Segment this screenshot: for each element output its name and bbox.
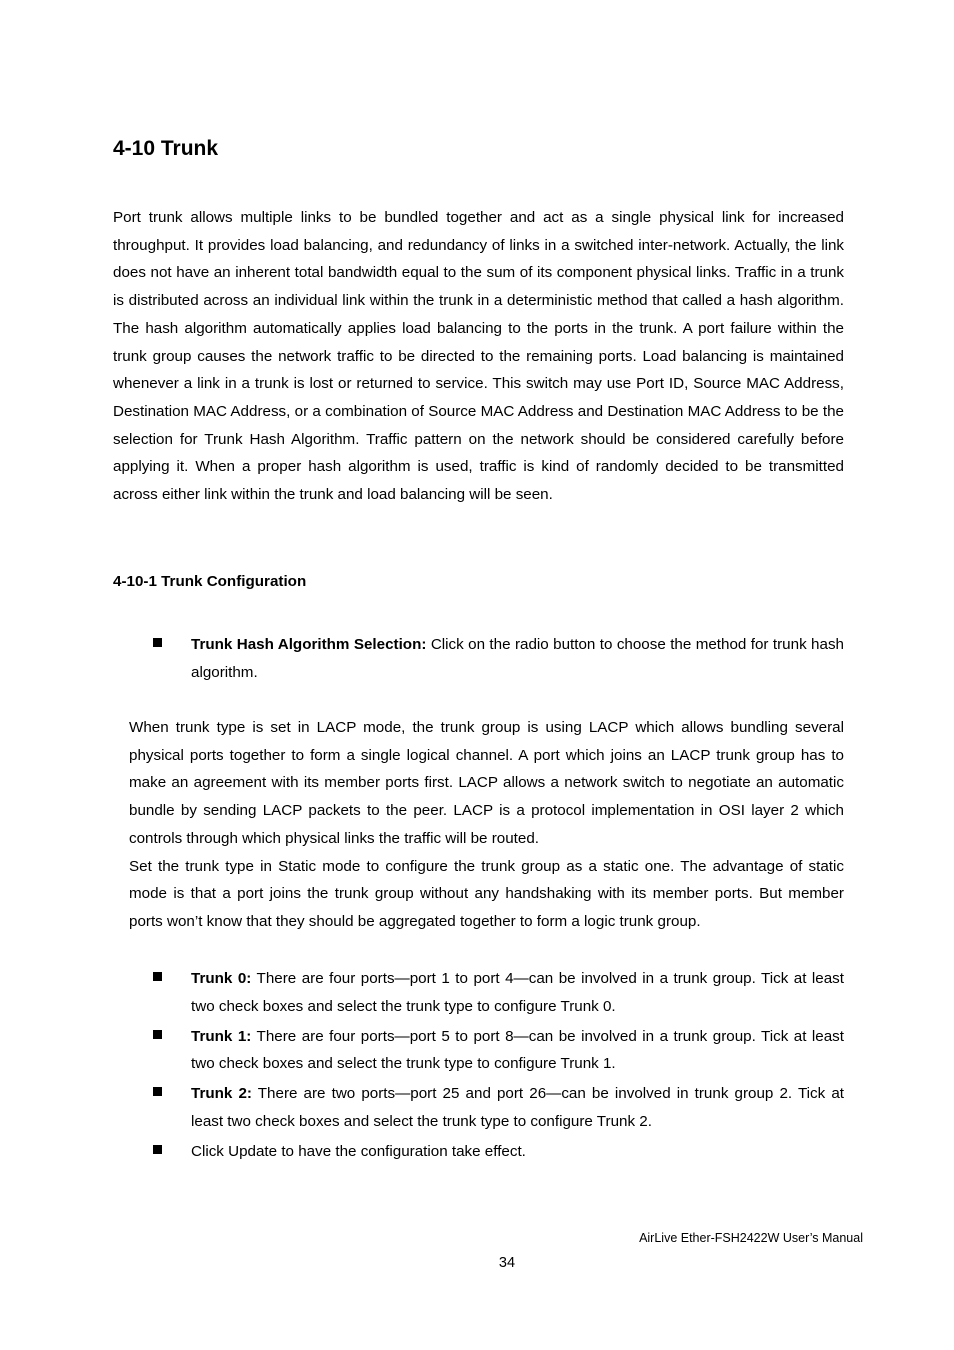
- bullet-label: Trunk 2:: [191, 1085, 252, 1103]
- bullet-square-icon: [153, 1145, 162, 1154]
- bullet-square-icon: [153, 972, 162, 981]
- subsection-title: 4-10-1 Trunk Configuration: [113, 573, 307, 590]
- list-item: [150, 1138, 844, 1166]
- trunk-bullet-list: [150, 965, 844, 1168]
- bullet-text: Click on the radio button to choose the method for trunk hash algorithm.: [191, 636, 844, 681]
- section-title: 4-10 Trunk: [113, 137, 219, 160]
- list-item: [150, 965, 844, 1020]
- trunk-mode-description: [129, 714, 844, 936]
- bullet-text: There are four ports—port 1 to port 4—can be involved in a trunk group. Tick at least two check boxes and select the trunk type to configure Trunk 0.: [191, 970, 844, 1015]
- list-item: [150, 1080, 844, 1135]
- bullet-square-icon: [153, 1030, 162, 1039]
- hash-bullet-list: [150, 631, 844, 686]
- bullet-square-icon: [153, 638, 162, 647]
- bullet-square-icon: [153, 1087, 162, 1096]
- bullet-text: There are two ports—port 25 and port 26—can be involved in trunk group 2. Tick at least two check boxes and select the trunk type to configure Trunk 2.: [191, 1085, 844, 1131]
- list-item: [150, 631, 844, 686]
- list-item: [150, 1023, 844, 1078]
- static-paragraph: Set the trunk type in Static mode to configure the trunk group as a static one. The advantage of static mode is that a port joins the trunk group without any handshaking with its member ports. But member ports won’t know that they should be aggregated together to form a logic trunk group.: [129, 857, 844, 930]
- intro-paragraph: Port trunk allows multiple links to be bundled together and act as a single physical link for increased throughput. It provides load balancing, and redundancy of links in a switched inter-network. Actually, the link does not have an inherent total bandwidth equal to the sum of its component physical links. Traffic in a trunk is distributed across an individual link within the trunk in a deterministic method that called a hash algorithm. The hash algorithm automatically applies load balancing to the ports in the trunk. A port failure within the trunk group causes the network traffic to be directed to the remaining ports. Load balancing is maintained whenever a link in a trunk is lost or returned to service. This switch may use Port ID, Source MAC Address, Destination MAC Address, or a combination of Source MAC Address and Destination MAC Address to be the selection for Trunk Hash Algorithm. Traffic pattern on the network should be considered carefully before applying it. When a proper hash algorithm is used, traffic is kind of randomly decided to be transmitted across either link within the trunk and load balancing will be seen.: [113, 209, 844, 504]
- page-number: 34: [498, 1255, 516, 1271]
- bullet-label: Trunk 0:: [191, 970, 252, 987]
- bullet-label: Trunk 1:: [191, 1027, 252, 1045]
- lacp-paragraph: When trunk type is set in LACP mode, the trunk group is using LACP which allows bundling several physical ports together to form a single logical channel. A port which joins an LACP trunk group has to make an agreement with its member ports first. LACP allows a network switch to negotiate an automatic bundle by sending LACP packets to the peer. LACP is a protocol implementation in OSI layer 2 which controls through which physical links the traffic will be routed.: [129, 719, 844, 847]
- bullet-text: There are four ports—port 5 to port 8—can be involved in a trunk group. Tick at least two check boxes and select the trunk type to configure Trunk 1.: [191, 1027, 844, 1073]
- bullet-text: Click Update to have the configuration take effect.: [191, 1143, 526, 1161]
- bullet-label: Trunk Hash Algorithm Selection:: [191, 636, 427, 653]
- footer-manual-title: AirLive Ether-FSH2422W User’s Manual: [639, 1231, 863, 1245]
